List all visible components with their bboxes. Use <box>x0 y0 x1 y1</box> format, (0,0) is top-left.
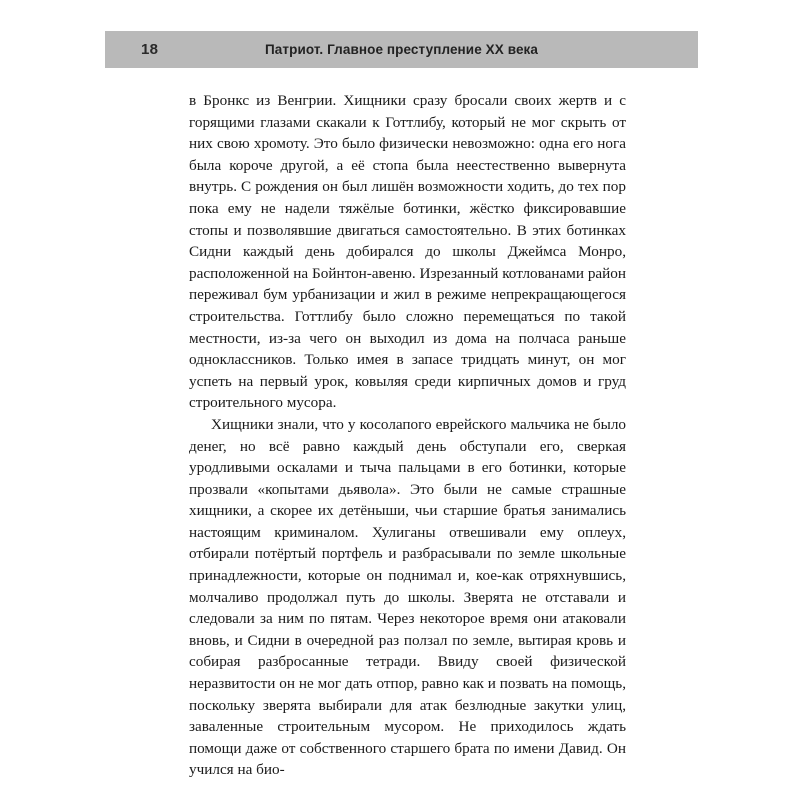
paragraph-2: Хищники знали, что у косолапого еврейского мальчика не было денег, но всё равно каждый день обступали его, сверкая уродливыми оскалами и тыча пальцами в его ботинки, которые прозвали «копытами дьявола». Это были не самые страшные хищники, а скорее их детёныши, чьи старшие братья занимались настоящим криминалом. Хулиганы отвешивали ему оплеух, отбирали потёртый портфель и разбрасывали по земле школьные принадлежности, которые он поднимал и, кое-как отряхнувшись, молчаливо продолжал путь до школы. Зверята не отставали и следовали за ним по пятам. Через некоторое время они атаковали вновь, и Сидни в очередной раз ползал по земле, вытирая кровь и собирая разбросанные тетради. Ввиду своей физической неразвитости он не мог дать отпор, равно как и позвать на помощь, поскольку зверята выбирали для атак безлюдные закутки улиц, заваленные строительным мусором. Не приходилось ждать помощи даже от собственного старшего брата по имени Давид. Он учился на био- <box>189 415 626 779</box>
running-title: Патриот. Главное преступление XX века <box>264 42 539 57</box>
page-body <box>189 90 626 781</box>
page-header-band <box>105 31 698 68</box>
page-header-inner <box>105 31 698 68</box>
page-number: 18 <box>141 41 159 58</box>
paragraph-1: в Бронкс из Венгрии. Хищники сразу бросали своих жертв и с горящими глазами скакали к Готтлибу, который не мог скрыть от них свою хромоту. Это было физически невозможно: одна его нога была короче другой, а её стопа была неестественно вывернута внутрь. С рождения он был лишён возможности ходить, до тех пор пока ему не надели тяжёлые ботинки, жёстко фиксировавшие стопы и позволявшие двигаться самостоятельно. В этих ботинках Сидни каждый день добирался до школы Джеймса Монро, расположенной на Бойнтон-авеню. Изрезанный котлованами район переживал бум урбанизации и жил в режиме непрекращающегося строительства. Готтлибу было сложно перемещаться по такой местности, из-за чего он выходил из дома на полчаса раньше одноклассников. Только имея в запасе тридцать минут, он мог успеть на первый урок, ковыляя среди кирпичных домов и груд строительного мусора. <box>189 92 626 412</box>
